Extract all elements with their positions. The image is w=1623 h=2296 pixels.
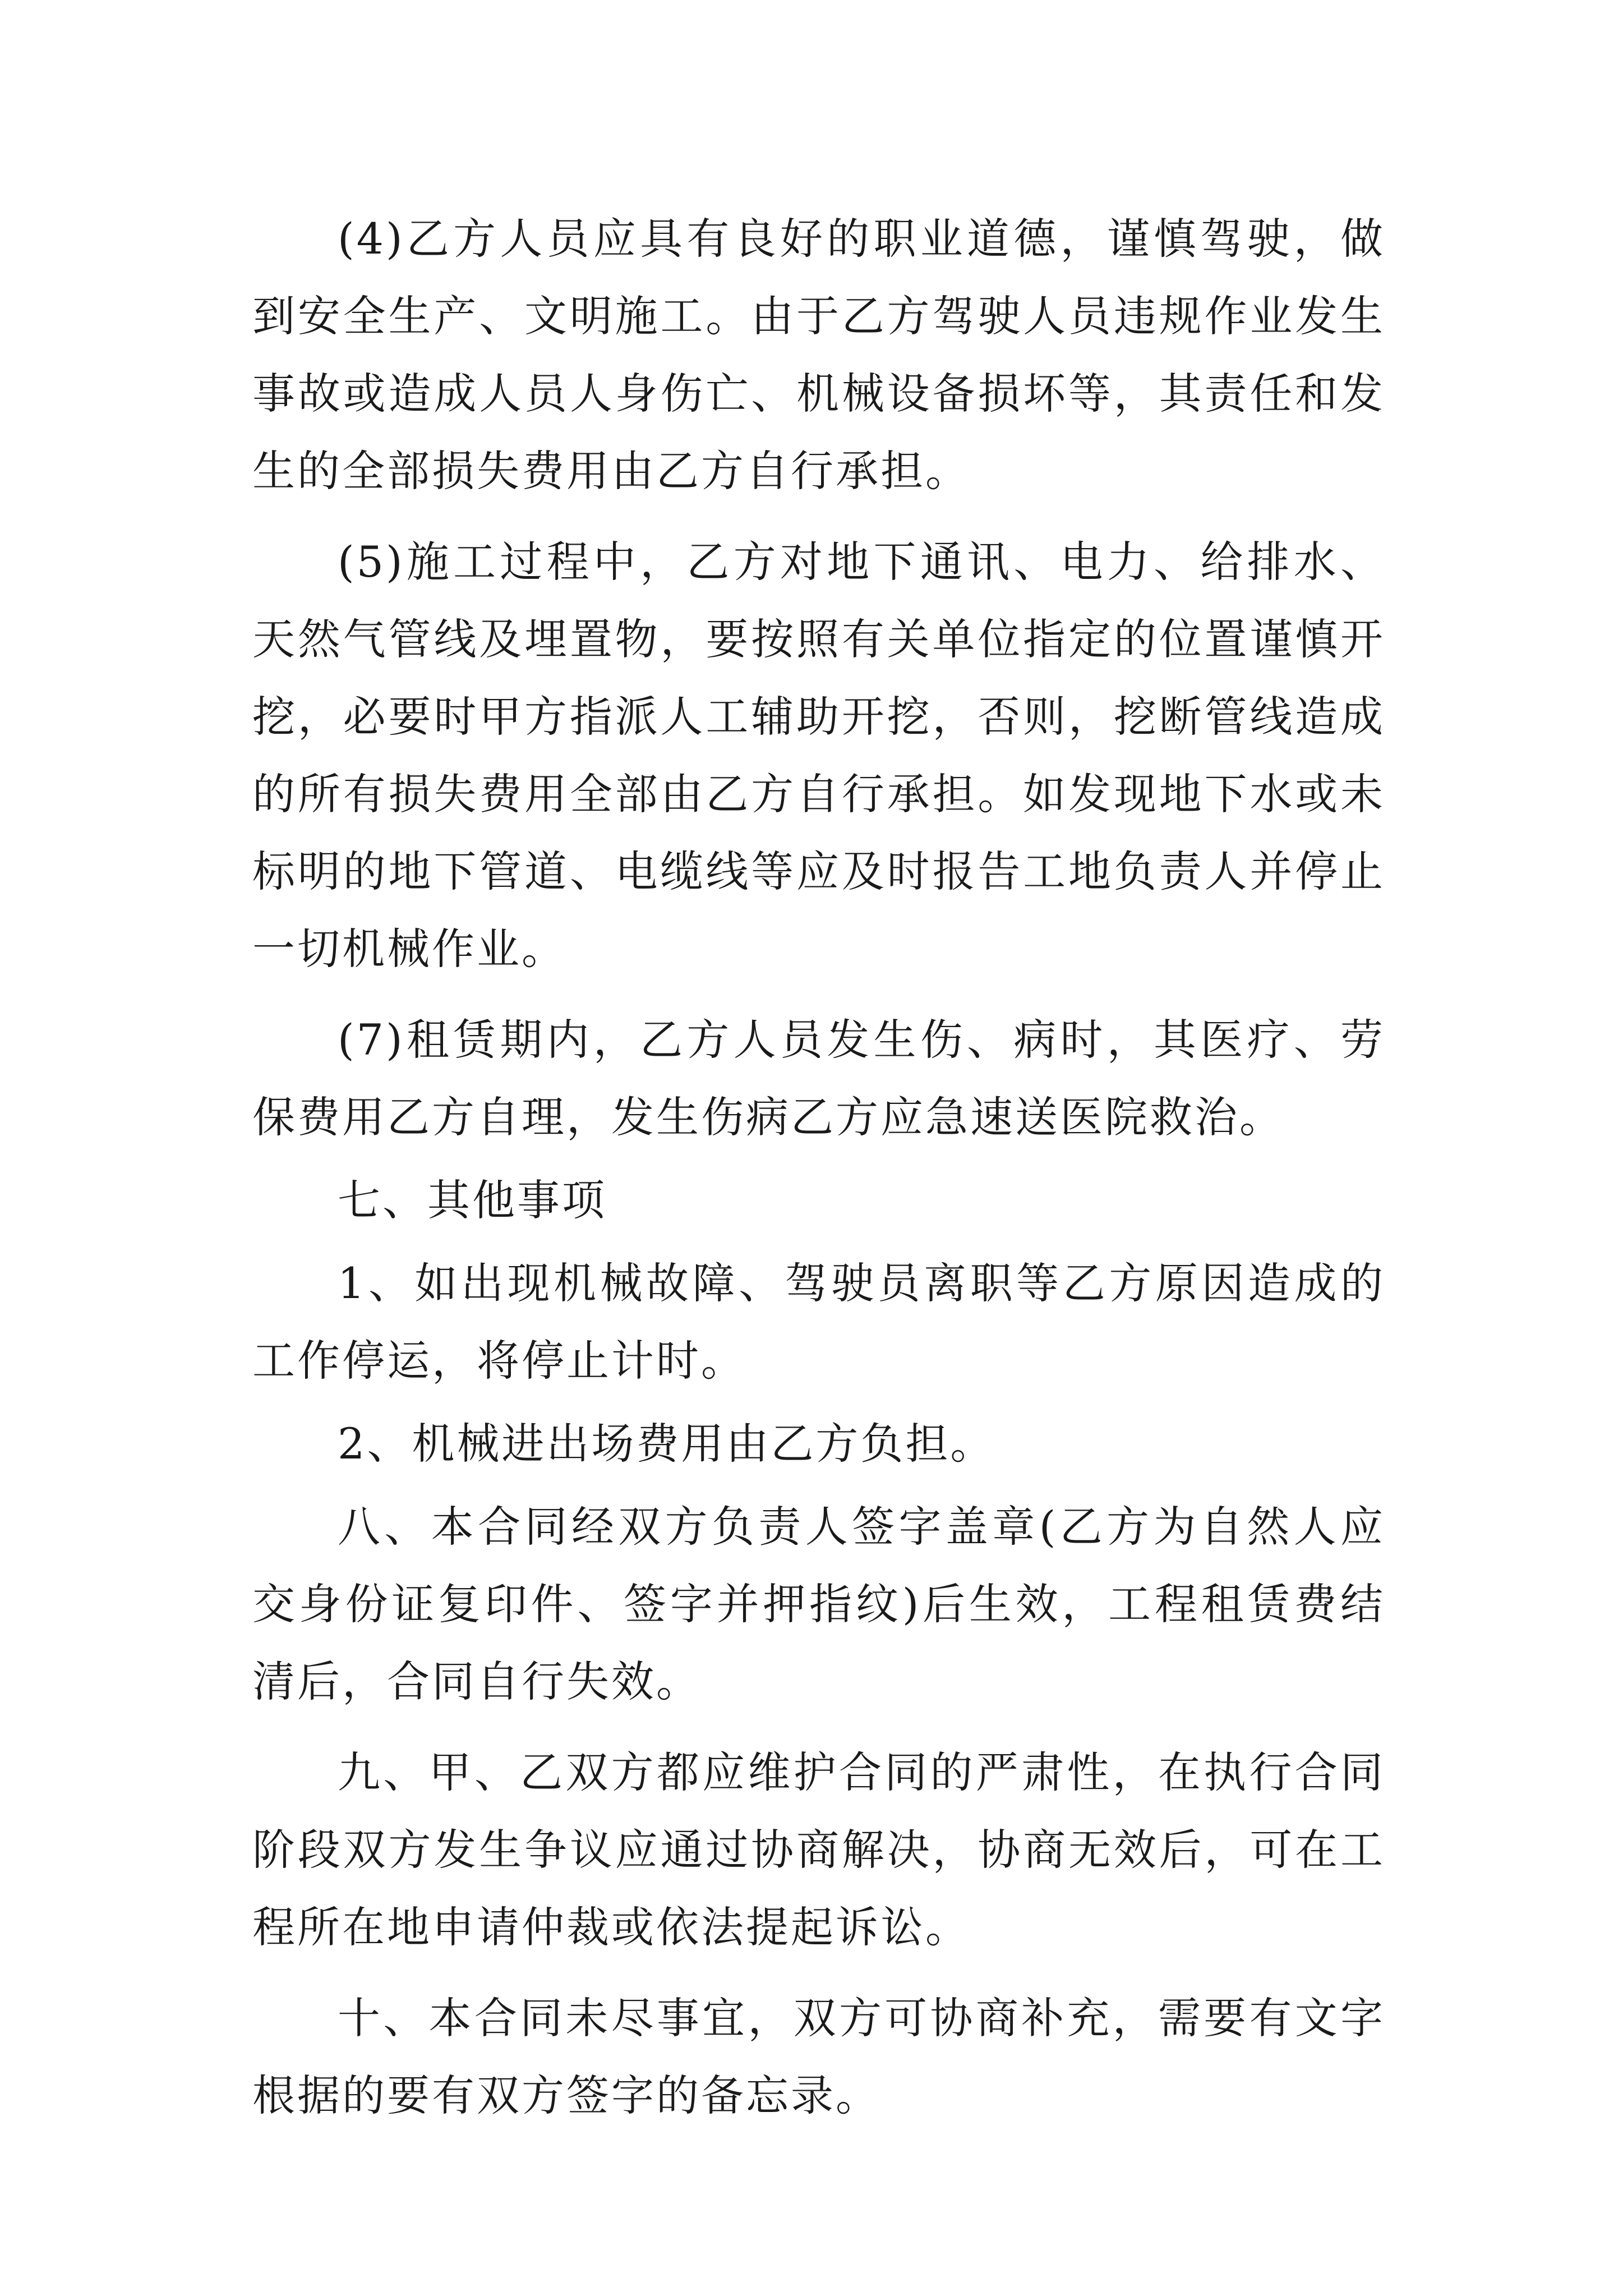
section-9-paragraph: 九、甲、乙双方都应维护合同的严肃性，在执行合同阶段双方发生争议应通过协商解决，协商无效后，可在工程所在地申请仲裁或依法提起诉讼。 <box>252 1747 1385 1952</box>
section-7-heading: 七、其他事项 <box>338 1175 607 1225</box>
section-8-paragraph: 八、本合同经双方负责人签字盖章(乙方为自然人应交身份证复印件、签字并押指纹)后生效，工程租赁费结清后，合同自行失效。 <box>252 1502 1385 1706</box>
document-page <box>252 200 1385 2134</box>
clause-4-paragraph: (4)乙方人员应具有良好的职业道德，谨慎驾驶，做到安全生产、文明施工。由于乙方驾驶人员违规作业发生事故或造成人员人身伤亡、机械设备损坏等，其责任和发生的全部损失费用由乙方自行承担。 <box>252 214 1385 496</box>
section-7-item-1: 1、如出现机械故障、驾驶员离职等乙方原因造成的工作停运，将停止计时。 <box>252 1258 1385 1386</box>
section-7-item-2: 2、机械进出场费用由乙方负担。 <box>338 1419 995 1469</box>
clause-5-paragraph: (5)施工过程中，乙方对地下通讯、电力、给排水、天然气管线及埋置物，要按照有关单位指定的位置谨慎开挖，必要时甲方指派人工辅助开挖，否则，挖断管线造成的所有损失费用全部由乙方自行承担。如发现地下水或未标明的地下管道、电缆线等应及时报告工地负责人并停止一切机械作业。 <box>252 537 1385 974</box>
section-10-paragraph: 十、本合同未尽事宜，双方可协商补充，需要有文字根据的要有双方签字的备忘录。 <box>252 1993 1385 2120</box>
clause-7-paragraph: (7)租赁期内，乙方人员发生伤、病时，其医疗、劳保费用乙方自理，发生伤病乙方应急速送医院救治。 <box>252 1015 1385 1142</box>
